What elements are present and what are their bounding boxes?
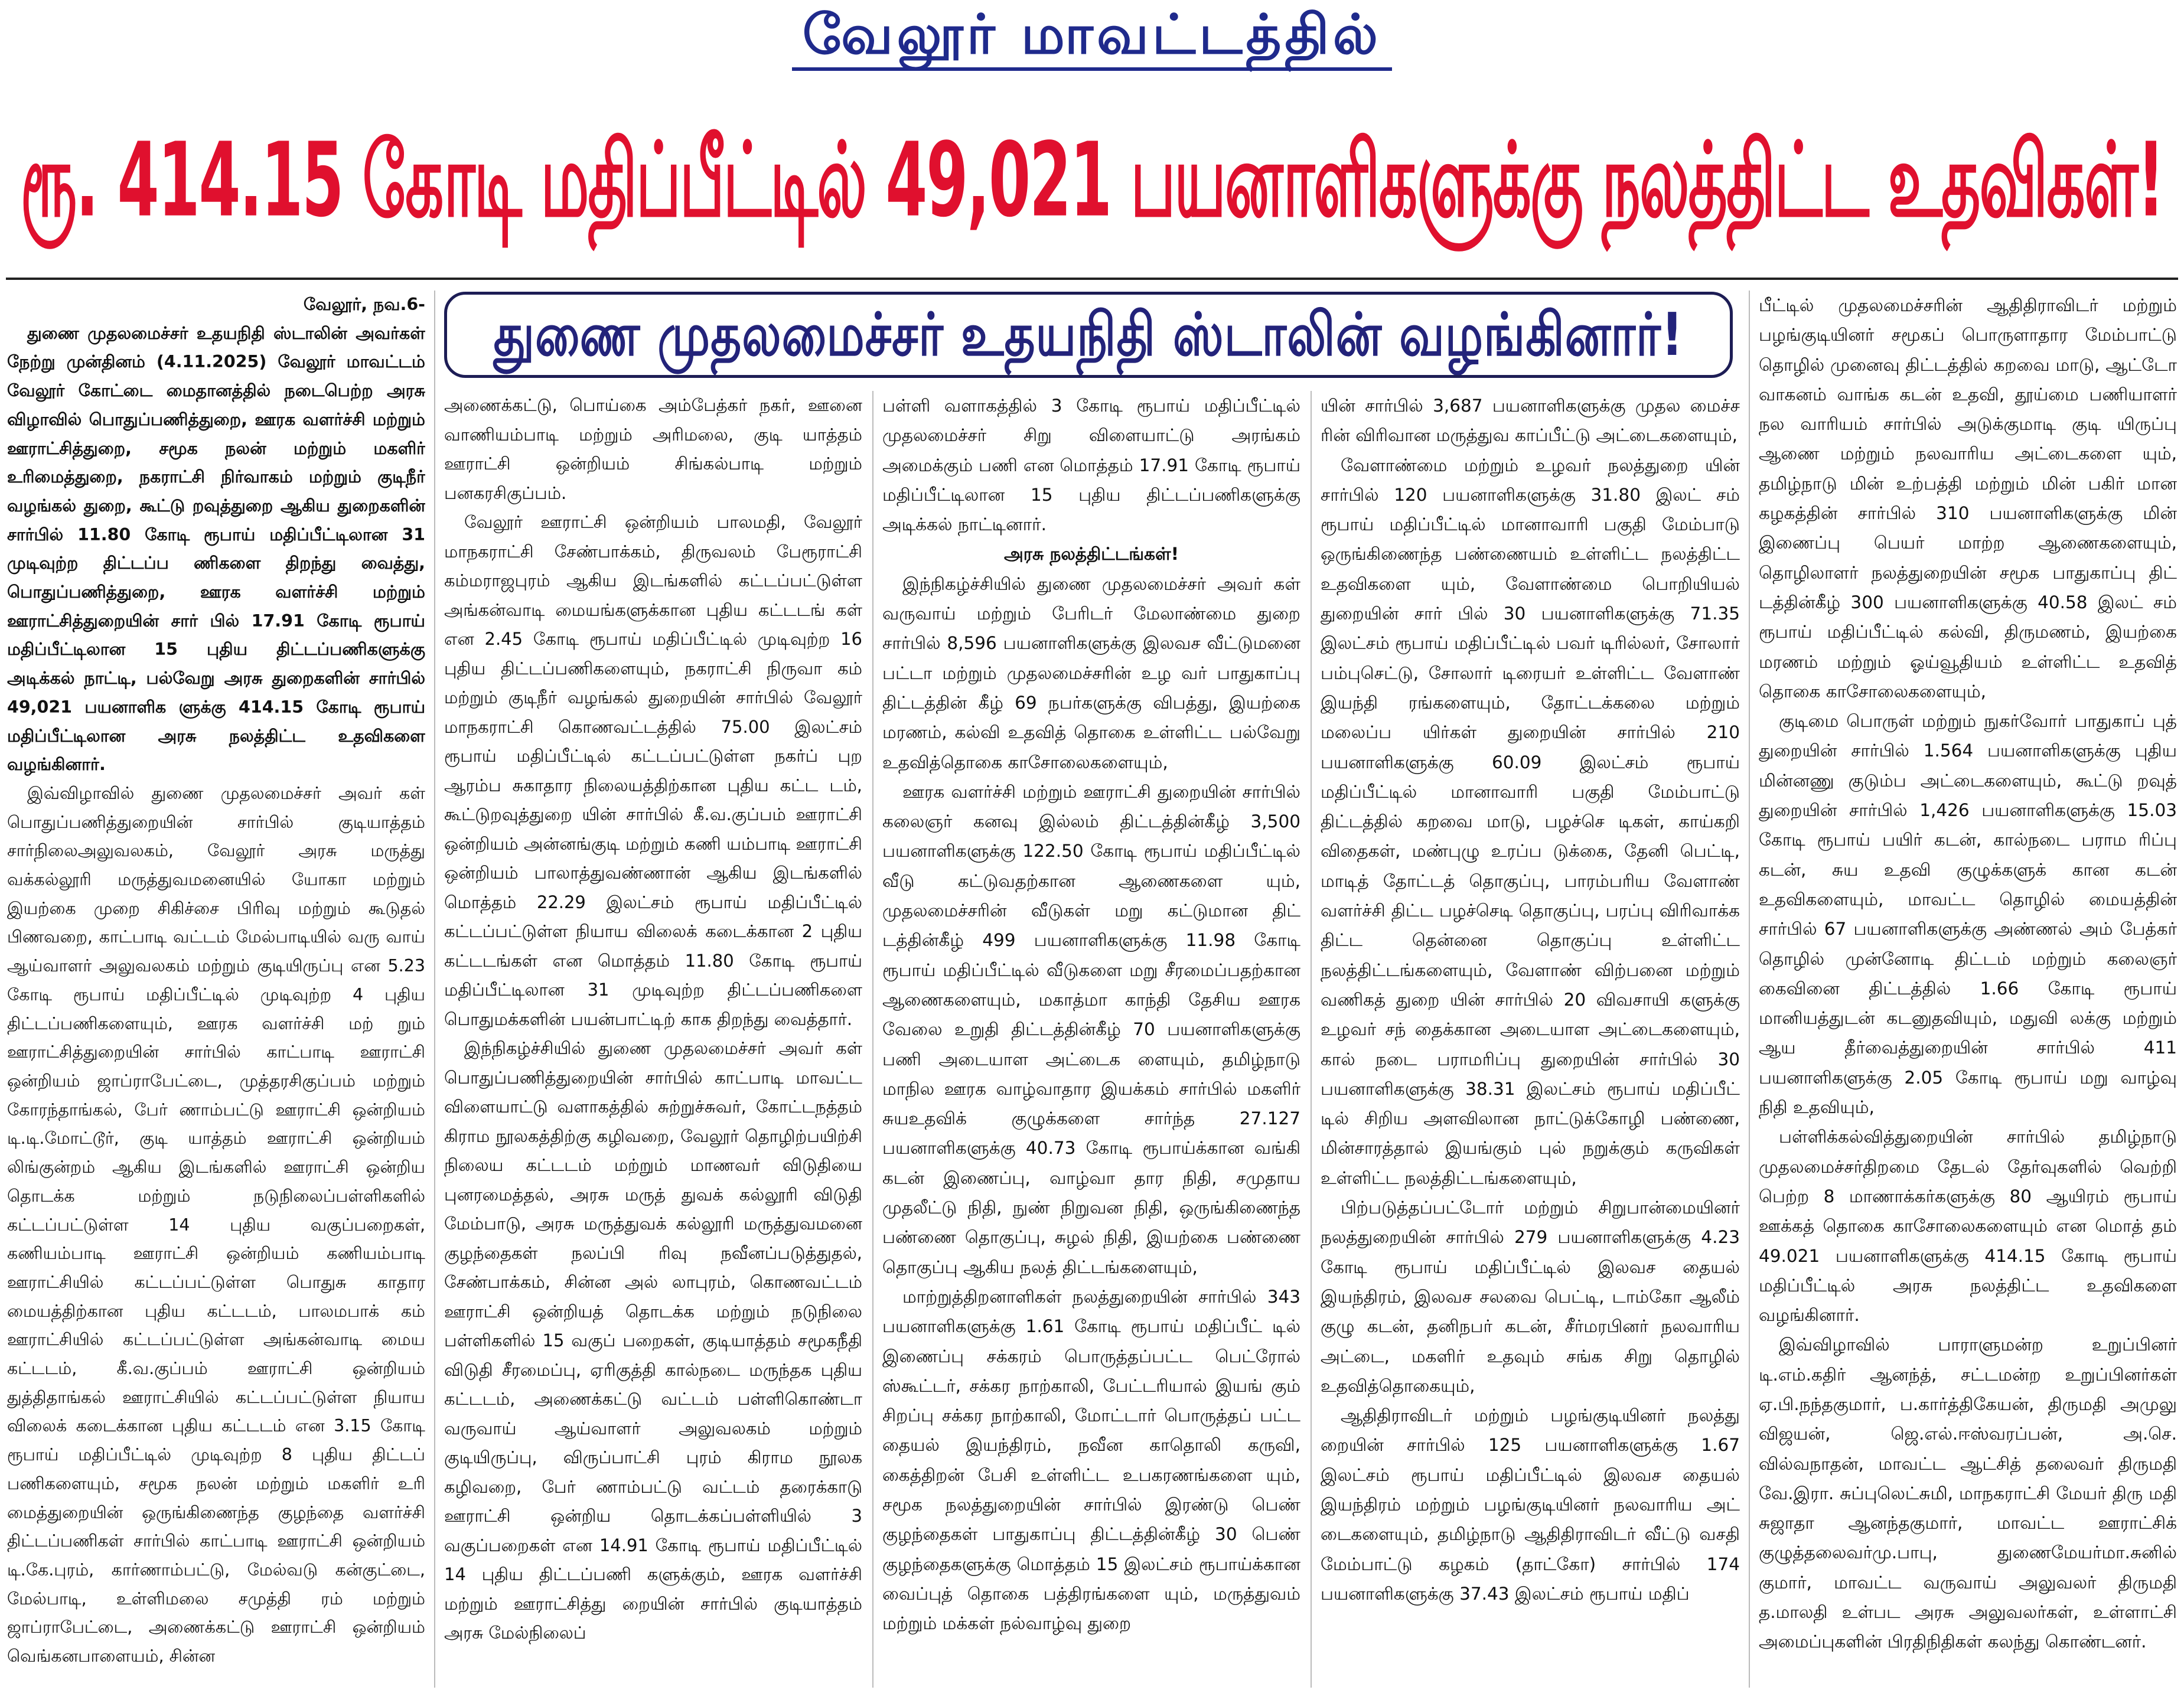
subheadline-text: துணை முதலமைச்சர் உதயநிதி ஸ்டாலின் வழங்கினார்! (493, 300, 1684, 369)
kicker-text: வேலூர் மாவட்டத்தில் (792, 2, 1392, 71)
article-paragraph: பள்ளி வளாகத்தில் 3 கோடி ரூபாய் மதிப்பீட்டில் முதலமைச்சர் சிறு விளையாட்டு அரங்கம் அமைக்கும் பணி என மொத்தம் 17.91 கோடி ரூபாய் மதிப்பீட்டிலான 15 புதிய திட்டப்பணிகளுக்கு அடிக்கல் நாட்டினார். (882, 396, 1300, 535)
headline-divider (6, 278, 2178, 280)
article-column-2 (444, 391, 862, 1688)
headline (0, 83, 2184, 260)
article-column-1 (7, 291, 425, 1688)
article-paragraph: ஆதிதிராவிடர் மற்றும் பழங்குடியினர் நலத்து றையின் சார்பில் 125 பயனாளிகளுக்கு 1.67 இலட்சம் ரூபாய் மதிப்பீட்டில் இலவச தையல் இயந்திரம் மற்றும் பழங்குடியினர் நலவாரிய அட் டைகளையும், தமிழ்நாடு ஆதிதிராவிடர் வீட்டு வசதி மேம்பாட்டு கழகம் (தாட்கோ) சார்பில் 174 பயனாளிகளுக்கு 37.43 இலட்சம் ரூபாய் மதிப் (1321, 1405, 1740, 1604)
article-paragraph: குடிமை பொருள் மற்றும் நுகர்வோர் பாதுகாப் புத் துறையின் சார்பில் 1.564 பயனாளிகளுக்கு புதிய மின்னணு குடும்ப அட்டைகளையும், கூட்டு றவுத் துறையின் சார்பில் 1,426 பயனாளிகளுக்கு 15.03 கோடி ரூபாய் பயிர் கடன், கால்நடை பராம ரிப்பு கடன், சுய உதவி குழுக்களுக் கான கடன் உதவிகளையும், மாவட்ட தொழில் மையத்தின் சார்பில் 67 பயனாளிகளுக்கு அண்ணல் அம் பேத்கர் தொழில் முன்னோடி திட்டம் மற்றும் கலைஞர் கைவினை திட்டத்தில் 1.66 கோடி ரூபாய் மானியத்துடன் கடனுதவியும், மதுவி லக்கு மற்றும் ஆய தீர்வைத்துறையின் சார்பில் 411 பயனாளிகளுக்கு 2.05 கோடி ரூபாய் மறு வாழ்வு நிதி உதவியும், (1759, 711, 2177, 1118)
article-paragraph: இவ்விழாவில் துணை முதலமைச்சர் அவர் கள் பொதுப்பணித்துறையின் சார்பில் குடியாத்தம் சார்நிலைஅலுவலகம், வேலூர் அரசு மருத்து வக்கல்லூரி மருத்துவமனையில் யோகா மற்றும் இயற்கை முறை சிகிச்சை பிரிவு மற்றும் கூடுதல் பிணவறை, காட்பாடி வட்டம் மேல்பாடியில் வரு வாய் ஆய்வாளர் அலுவலகம் மற்றும் குடியிருப்பு என 5.23 கோடி ரூபாய் மதிப்பீட்டில் முடிவுற்ற 4 புதிய திட்டப்பணிகளையும், ஊரக வளர்ச்சி மற் றும் ஊராட்சித்துறையின் சார்பில் காட்பாடி ஊராட்சி ஒன்றியம் ஜாப்ராபேட்டை, முத்தரசிகுப்பம் மற்றும் கோரந்தாங்கல், பேர் ணாம்பட்டு ஊராட்சி ஒன்றியம் டி.டி.மோட்டூர், குடி யாத்தம் ஊராட்சி ஒன்றியம் லிங்குன்றம் ஆகிய இடங்களில் ஊராட்சி ஒன்றிய தொடக்க மற்றும் நடுநிலைப்பள்ளிகளில் கட்டப்பட்டுள்ள 14 புதிய வகுப்பறைகள், கணியம்பாடி ஊராட்சி ஒன்றியம் கணியம்பாடி ஊராட்சியில் கட்டப்பட்டுள்ள பொதுசு காதார மையத்திற்கான புதிய கட்டடம், பாலமபாக் கம் ஊராட்சியில் கட்டப்பட்டுள்ள அங்கன்வாடி மைய கட்டடம், கீ.வ.குப்பம் ஊராட்சி ஒன்றியம் துத்திதாங்கல் ஊராட்சியில் கட்டப்பட்டுள்ள நியாய விலைக் கடைக்கான புதிய கட்டடம் என 3.15 கோடி ரூபாய் மதிப்பீட்டில் முடிவுற்ற 8 புதிய திட்டப் பணிகளையும், சமூக நலன் மற்றும் மகளிர் உரி மைத்துறையின் ஒருங்கிணைந்த குழந்தை வளர்ச்சி திட்டப்பணிகள் சார்பில் காட்பாடி ஊராட்சி ஒன்றியம் டி.கே.புரம், கார்ணாம்பட்டு, மேல்வடு கன்குட்டை, மேல்பாடி, உள்ளிமலை சமுத்தி ரம் மற்றும் ஜாப்ராபேட்டை, அணைக்கட்டு ஊராட்சி ஒன்றியம் வெங்கனபாளையம், சின்ன (7, 783, 425, 1666)
column-divider (1749, 291, 1750, 1688)
subheadline-box (444, 292, 1733, 378)
article-column-4 (1321, 391, 1740, 1688)
article-paragraph: வேளாண்மை மற்றும் உழவர் நலத்துறை யின் சார்பில் 120 பயனாளிகளுக்கு 31.80 இலட் சம் ரூபாய் மதிப்பீட்டில் மானாவாரி பகுதி மேம்பாடு ஒருங்கிணைந்த பண்ணையம் உள்ளிட்ட நலத்திட்ட உதவிகளை யும், வேளாண்மை பொறியியல் துறையின் சார் பில் 30 பயனாளிகளுக்கு 71.35 இலட்சம் ரூபாய் மதிப்பீட்டில் பவர் டிரில்லர், சோலார் பம்புசெட்டு, சோலார் டிரையர் உள்ளிட்ட வேளாண் இயந்தி ரங்களையும், தோட்டக்கலை மற்றும் மலைப்ப யிர்கள் துறையின் சார்பில் 210 பயனாளிகளுக்கு 60.09 இலட்சம் ரூபாய் மதிப்பீட்டில் மானாவாரி பகுதி மேம்பாட்டு திட்டத்தில் கறவை மாடு, பழச்செ டிகள், காய்கறி விதைகள், மண்புழு உரப்ப டுக்கை, தேனி பெட்டி, மாடித் தோட்டத் தொகுப்பு, பாரம்பரிய வேளாண் வளர்ச்சி திட்ட பழச்செடி தொகுப்பு, பரப்பு விரிவாக்க திட்ட தென்னை தொகுப்பு உள்ளிட்ட நலத்திட்டங்களையும், வேளாண் விற்பனை மற்றும் வணிகத் துறை யின் சார்பில் 20 விவசாயி களுக்கு உழவர் சந் தைக்கான அடையாள அட்டைகளையும், கால் நடை பராமரிப்பு துறையின் சார்பில் 30 பயனாளிகளுக்கு 38.31 இலட்சம் ரூபாய் மதிப்பீட் டில் சிறிய அளவிலான நாட்டுக்கோழி பண்ணை, மின்சாரத்தால் இயங்கும் புல் நறுக்கும் கருவிகள் உள்ளிட்ட நலத்திட்டங்களையும், (1321, 455, 1740, 1188)
column-divider (1311, 391, 1312, 1688)
article-paragraph: பீட்டில் முதலமைச்சரின் ஆதிதிராவிடர் மற்றும் பழங்குடியினர் சமூகப் பொருளாதார மேம்பாட்டு தொழில் முனைவு திட்டத்தில் கறவை மாடு, ஆட்டோ வாகனம் வாங்க கடன் உதவி, தூய்மை பணியாளர் நல வாரியம் சார்பில் அடுக்குமாடி குடி யிருப்பு ஆணை மற்றும் நலவாரிய அட்டைகளை யும், தமிழ்நாடு மின் உற்பத்தி மற்றும் மின் பகிர் மான கழகத்தின் சார்பில் 310 பயனாளிகளுக்கு மின் இணைப்பு பெயர் மாற்ற ஆணைகளையும், தொழிலாளர் நலத்துறையின் சமூக பாதுகாப்பு திட் டத்தின்கீழ் 300 பயனாளிகளுக்கு 40.58 இலட் சம் ரூபாய் மதிப்பீட்டில் கல்வி, திருமணம், இயற்கை மரணம் மற்றும் ஓய்வூதியம் உள்ளிட்ட உதவித் தொகை காசோலைகளையும், (1759, 295, 2177, 702)
article-paragraph: இந்நிகழ்ச்சியில் துணை முதலமைச்சர் அவர் கள் பொதுப்பணித்துறையின் சார்பில் காட்பாடி மாவட்ட விளையாட்டு வளாகத்தில் சுற்றுச்சுவர், கோட்டநத்தம் கிராம நூலகத்திற்கு கழிவறை, வேலூர் தொழிற்பயிற்சி நிலைய கட்டடம் மற்றும் மாணவர் விடுதியை புனரமைத்தல், அரசு மருத் துவக் கல்லூரி விடுதி மேம்பாடு, அரசு மருத்துவக் கல்லூரி மருத்துவமனை குழந்தைகள் நலப்பி ரிவு நவீனப்படுத்துதல், சேண்பாக்கம், சின்ன அல் லாபுரம், கொணவட்டம் ஊராட்சி ஒன்றியத் தொடக்க மற்றும் நடுநிலை பள்ளிகளில் 15 வகுப் பறைகள், குடியாத்தம் சமூகநீதி விடுதி சீரமைப்பு, ஏரிகுத்தி கால்நடை மருந்தக புதிய கட்டடம், அணைக்கட்டு வட்டம் பள்ளிகொண்டா வருவாய் ஆய்வாளர் அலுவலகம் மற்றும் குடியிருப்பு, விருப்பாட்சி புரம் கிராம நூலக கழிவறை, பேர் ணாம்பட்டு வட்டம் தரைக்காடு ஊராட்சி ஒன்றிய தொடக்கப்பள்ளியில் 3 வகுப்பறைகள் என 14.91 கோடி ரூபாய் மதிப்பீட்டில் 14 புதிய திட்டப்பணி களுக்கும், ஊரக வளர்ச்சி மற்றும் ஊராட்சித்து றையின் சார்பில் குடியாத்தம் அரசு மேல்நிலைப் (444, 1038, 862, 1643)
dateline: வேலூர், நவ.6- (303, 295, 425, 314)
article-paragraph: துணை முதலமைச்சர் உதயநிதி ஸ்டாலின் அவர்கள் நேற்று முன்தினம் (4.11.2025) வேலூர் மாவட்டம் வேலூர் கோட்டை மைதானத்தில் நடைபெற்ற அரசு விழாவில் பொதுப்பணித்துறை, ஊரக வளர்ச்சி மற்றும் ஊராட்சித்துறை, சமூக நலன் மற்றும் மகளிர் உரிமைத்துறை, நகராட்சி நிர்வாகம் மற்றும் குடிநீர் வழங்கல் துறை, கூட்டு றவுத்துறை ஆகிய துறைகளின் சார்பில் 11.80 கோடி ரூபாய் மதிப்பீட்டிலான 31 முடிவுற்ற திட்டப்ப ணிகளை திறந்து வைத்து, பொதுப்பணித்துறை, ஊரக வளர்ச்சி மற்றும் ஊராட்சித்துறையின் சார் பில் 17.91 கோடி ரூபாய் மதிப்பீட்டிலான 15 புதிய திட்டப்பணிகளுக்கு அடிக்கல் நாட்டி, பல்வேறு அரசு துறைகளின் சார்பில் 49,021 பயனாளிக ளுக்கு 414.15 கோடி ரூபாய் மதிப்பீட்டிலான அரசு நலத்திட்ட உதவிகளை வழங்கினார். (7, 323, 425, 775)
article-paragraph: பள்ளிக்கல்வித்துறையின் சார்பில் தமிழ்நாடு முதலமைச்சர்திறமை தேடல் தேர்வுகளில் வெற்றி பெற்ற 8 மாணாக்கர்களுக்கு 80 ஆயிரம் ரூபாய் ஊக்கத் தொகை காசோலைகளையும் என மொத் தம் 49.021 பயனாளிகளுக்கு 414.15 கோடி ரூபாய் மதிப்பீட்டில் அரசு நலத்திட்ட உதவிகளை வழங்கினார். (1759, 1127, 2177, 1326)
column-divider (872, 391, 873, 1688)
article-column-3 (882, 391, 1300, 1688)
column-divider (434, 291, 435, 1688)
article-paragraph: வேலூர் ஊராட்சி ஒன்றியம் பாலமதி, வேலூர் மாநகராட்சி சேண்பாக்கம், திருவலம் பேரூராட்சி கம்மராஜபுரம் ஆகிய இடங்களில் கட்டப்பட்டுள்ள அங்கன்வாடி மையங்களுக்கான புதிய கட்டடங் கள் என 2.45 கோடி ரூபாய் மதிப்பீட்டில் முடிவுற்ற 16 புதிய திட்டப்பணிகளையும், நகராட்சி நிருவா கம் மற்றும் குடிநீர் வழங்கல் துறையின் சார்பில் வேலூர் மாநகராட்சி கொணவட்டத்தில் 75.00 இலட்சம் ரூபாய் மதிப்பீட்டில் கட்டப்பட்டுள்ள நகர்ப் புற ஆரம்ப சுகாதார நிலையத்திற்கான புதிய கட்ட டம், கூட்டுறவுத்துறை யின் சார்பில் கீ.வ.குப்பம் ஊராட்சி ஒன்றியம் அன்னங்குடி மற்றும் கணி யம்பாடி ஊராட்சி ஒன்றியம் பாலாத்துவண்ணான் ஆகிய இடங்களில் மொத்தம் 22.29 இலட்சம் ரூபாய் மதிப்பீட்டில் கட்டப்பட்டுள்ள நியாய விலைக் கடைக்கான 2 புதிய கட்டடங்கள் என மொத்தம் 11.80 கோடி ரூபாய் மதிப்பீட்டிலான 31 முடிவுற்ற திட்டப்பணிகளை பொதுமக்களின் பயன்பாட்டிற் காக திறந்து வைத்தார். (444, 512, 862, 1029)
headline-text: ரூ. 414.15 கோடி மதிப்பீட்டில் 49,021 பயனாளிகளுக்கு நலத்திட்ட உதவிகள்! (20, 121, 2164, 241)
article-paragraph: இந்நிகழ்ச்சியில் துணை முதலமைச்சர் அவர் கள் வருவாய் மற்றும் பேரிடர் மேலாண்மை துறை சார்பில் 8,596 பயனாளிகளுக்கு இலவச வீட்டுமனை பட்டா மற்றும் முதலமைச்சரின் உழ வர் பாதுகாப்பு திட்டத்தின் கீழ் 69 நபர்களுக்கு விபத்து, இயற்கை மரணம், கல்வி உதவித் தொகை உள்ளிட்ட பல்வேறு உதவித்தொகை காசோலைகளையும், (882, 573, 1300, 772)
article-paragraph: அணைக்கட்டு, பொய்கை அம்பேத்கர் நகர், ஊனை வாணியம்பாடி மற்றும் அரிமலை, குடி யாத்தம் ஊராட்சி ஒன்றியம் சிங்கல்பாடி மற்றும் பனகரசிகுப்பம். (444, 395, 862, 503)
article-column-5 (1759, 291, 2177, 1688)
article-paragraph: மாற்றுத்திறனாளிகள் நலத்துறையின் சார்பில் 343 பயனாளிகளுக்கு 1.61 கோடி ரூபாய் மதிப்பீட் டில் இணைப்பு சக்கரம் பொருத்தப்பட்ட பெட்ரோல் ஸ்கூட்டர், சக்கர நாற்காலி, பேட்டரியால் இயங் கும் சிறப்பு சக்கர நாற்காலி, மோட்டார் பொருத்தப் பட்ட தையல் இயந்திரம், நவீன காதொலி கருவி, கைத்திறன் பேசி உள்ளிட்ட உபகரணங்களை யும், சமூக நலத்துறையின் சார்பில் இரண்டு பெண் குழந்தைகள் பாதுகாப்பு திட்டத்தின்கீழ் 30 பெண் குழந்தைகளுக்கு மொத்தம் 15 இலட்சம் ரூபாய்க்கான வைப்புத் தொகை பத்திரங்களை யும், மருத்துவம் மற்றும் மக்கள் நல்வாழ்வு துறை (882, 1286, 1300, 1634)
article-paragraph: ஊரக வளர்ச்சி மற்றும் ஊராட்சி துறையின் சார்பில் கலைஞர் கனவு இல்லம் திட்டத்தின்கீழ் 3,500 பயனாளிகளுக்கு 122.50 கோடி ரூபாய் மதிப்பீட்டில் வீடு கட்டுவதற்கான ஆணைகளை யும், முதலமைச்சரின் வீடுகள் மறு கட்டுமான திட் டத்தின்கீழ் 499 பயனாளிகளுக்கு 11.98 கோடி ரூபாய் மதிப்பீட்டில் வீடுகளை மறு சீரமைப்பதற்கான ஆணைகளையும், மகாத்மா காந்தி தேசிய ஊரக வேலை உறுதி திட்டத்தின்கீழ் 70 பயனாளிகளுக்கு பணி அடையாள அட்டைக ளையும், தமிழ்நாடு மாநில ஊரக வாழ்வாதார இயக்கம் சார்பில் மகளிர் சுயஉதவிக் குழுக்களை சார்ந்த 27.127 பயனாளிகளுக்கு 40.73 கோடி ரூபாய்க்கான வங்கி கடன் இணைப்பு, வாழ்வா தார நிதி, சமுதாய முதலீட்டு நிதி, நுண் நிறுவன நிதி, ஒருங்கிணைந்த பண்ணை தொகுப்பு, சுழல் நிதி, இயற்கை பண்ணை தொகுப்பு ஆகிய நலத் திட்டங்களையும், (882, 781, 1300, 1277)
article-paragraph: பிற்படுத்தப்பட்டோர் மற்றும் சிறுபான்மையினர் நலத்துறையின் சார்பில் 279 பயனாளிகளுக்கு 4.23 கோடி ரூபாய் மதிப்பீட்டில் இலவச தையல் இயந்திரம், இலவச சலவை பெட்டி, டாம்கோ ஆலீம் குழு கடன், தனிநபர் கடன், சீர்மரபினர் நலவாரிய அட்டை, மகளிர் உதவும் சங்க சிறு தொழில் உதவித்தொகையும், (1321, 1198, 1740, 1396)
article-paragraph: இவ்விழாவில் பாராளுமன்ற உறுப்பினர் டி.எம்.கதிர் ஆனந்த், சட்டமன்ற உறுப்பினர்கள் ஏ.பி.நந்தகுமார், ப.கார்த்திகேயன், திருமதி அமுலு விஜயன், ஜெ.எல்.ஈஸ்வரப்பன், அ.செ. வில்வநாதன், மாவட்ட ஆட்சித் தலைவர் திருமதி வே.இரா. சுப்புலெட்சுமி, மாநகராட்சி மேயர் திரு மதி சுஜாதா ஆனந்தகுமார், மாவட்ட ஊராட்சிக் குழுத்தலைவர்மு.பாபு, துணைமேயர்மா.சுனில் குமார், மாவட்ட வருவாய் அலுவலர் திருமதி த.மாலதி உள்பட அரசு அலுவலர்கள், உள்ளாட்சி அமைப்புகளின் பிரதிநிதிகள் கலந்து கொண்டனர். (1759, 1335, 2177, 1652)
section-subheading: அரசு நலத்திட்டங்கள்! (1003, 544, 1179, 565)
article-paragraph: யின் சார்பில் 3,687 பயனாளிகளுக்கு முதல மைச்ச ரின் விரிவான மருத்துவ காப்பீட்டு அட்டைகளையும், (1321, 396, 1740, 446)
